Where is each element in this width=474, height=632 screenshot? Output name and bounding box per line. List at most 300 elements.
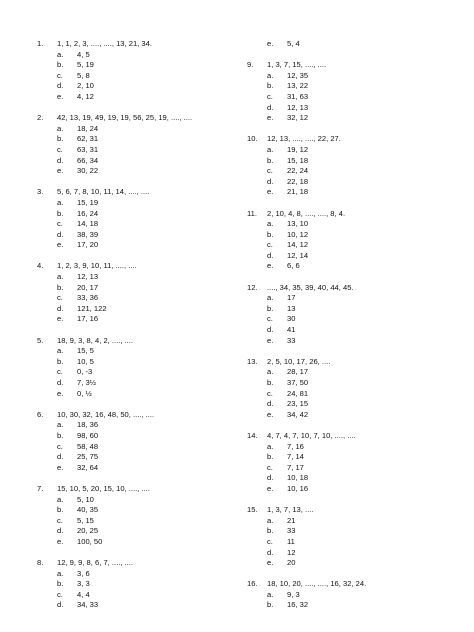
answer-option (247, 293, 447, 304)
answer-option (247, 378, 447, 389)
answer-option (247, 177, 447, 188)
right-column (247, 39, 447, 611)
option-text: 12, 13 (287, 102, 309, 112)
option-letter: a. (267, 441, 274, 451)
option-text: 7, 17 (287, 462, 304, 472)
option-letter: a. (57, 346, 64, 356)
question-number: 1. (37, 39, 44, 48)
option-text: 31, 63 (287, 91, 309, 101)
option-text: 7, 3½ (77, 378, 96, 387)
answer-option (247, 304, 447, 315)
option-text: 16, 32 (287, 600, 309, 610)
question-number: 8. (37, 558, 44, 568)
question-text: 15, 10, 5, 20, 15, 10, ...., .... (57, 483, 150, 493)
option-letter: a. (267, 515, 274, 525)
option-letter: b. (57, 356, 64, 366)
option-letter: c. (57, 589, 63, 599)
answer-option (37, 367, 237, 378)
answer-option (247, 516, 447, 527)
answer-option (247, 314, 447, 325)
option-text: 33, 36 (77, 293, 99, 303)
option-text: 12, 14 (287, 250, 309, 260)
option-text: 9, 3 (287, 589, 300, 599)
option-text: 34, 42 (287, 409, 309, 419)
answer-option (247, 219, 447, 230)
option-text: 14, 18 (77, 219, 99, 229)
question-text: 2, 10, 4, 8, ...., ...., 8, 4. (267, 208, 346, 218)
question-line (247, 431, 447, 442)
question-number: 12. (247, 282, 258, 292)
option-letter: c. (57, 441, 63, 451)
option-letter: a. (267, 367, 274, 377)
answer-option (37, 304, 237, 315)
answer-option (247, 261, 447, 272)
answer-option (37, 198, 237, 209)
option-text: 16, 24 (77, 208, 99, 218)
option-text: 12, 13 (77, 272, 99, 282)
option-letter: c. (267, 462, 273, 472)
option-letter: e. (57, 314, 64, 324)
question-line (247, 505, 447, 516)
option-text: 41 (287, 325, 296, 335)
question-block (247, 283, 447, 347)
question-block (247, 134, 447, 198)
answer-option (247, 473, 447, 484)
option-letter: e. (57, 462, 64, 472)
answer-option (37, 526, 237, 537)
option-text: 7, 16 (287, 441, 304, 451)
option-letter: a. (57, 420, 64, 430)
option-letter: e. (57, 536, 64, 546)
answer-option (247, 452, 447, 463)
option-letter: a. (267, 144, 274, 154)
option-letter: a. (57, 123, 64, 133)
answer-option (247, 526, 447, 537)
answer-option (247, 558, 447, 569)
option-text: 58, 48 (77, 441, 99, 451)
answer-option (37, 569, 237, 580)
question-line (37, 261, 237, 272)
answer-option (37, 283, 237, 294)
answer-option (37, 124, 237, 135)
answer-option (37, 590, 237, 601)
spacer (247, 124, 447, 135)
answer-option (247, 590, 447, 601)
answer-option (37, 516, 237, 527)
answer-option (247, 410, 447, 421)
question-text: 1, 1, 2, 3, ...., ...., 13, 21, 34. (57, 39, 152, 48)
question-text: 1, 3, 7, 13, .... (267, 505, 314, 515)
option-text: 121, 122 (77, 303, 107, 313)
question-line (37, 187, 237, 198)
question-number: 9. (247, 60, 254, 70)
option-text: 25, 75 (77, 452, 99, 462)
question-block (247, 431, 447, 495)
option-text: 28, 17 (287, 367, 309, 377)
option-text: 24, 81 (287, 388, 309, 398)
option-letter: a. (57, 272, 64, 282)
question-number: 16. (247, 579, 258, 589)
question-text: 18, 9, 3, 8, 4, 2, ...., .... (57, 335, 133, 345)
answer-option (37, 71, 237, 82)
option-text: 17, 16 (77, 314, 99, 324)
question-text: 12, 13, ...., ...., 22, 27. (267, 134, 341, 144)
question-block (37, 187, 237, 251)
question-block (247, 209, 447, 273)
option-letter: e. (57, 166, 64, 176)
answer-option (247, 145, 447, 156)
option-letter: c. (267, 536, 273, 546)
option-text: 5, 8 (77, 70, 90, 80)
option-letter: a. (57, 494, 64, 504)
option-text: 11 (287, 536, 295, 546)
answer-option (37, 495, 237, 506)
option-text: 12 (287, 547, 296, 557)
question-line (37, 336, 237, 347)
option-text: 21 (287, 515, 296, 525)
option-letter: c. (267, 314, 273, 324)
option-letter: c. (57, 367, 63, 377)
option-text: 3, 6 (77, 568, 90, 578)
option-text: 0, -3 (77, 367, 93, 377)
spacer (247, 272, 447, 283)
option-letter: b. (57, 208, 64, 218)
option-letter: b. (57, 430, 64, 440)
question-block (247, 579, 447, 611)
question-line (37, 113, 237, 124)
answer-option (247, 442, 447, 453)
option-text: 23, 15 (287, 399, 309, 409)
option-letter: d. (57, 229, 64, 239)
answer-option (247, 71, 447, 82)
option-letter: d. (57, 155, 64, 165)
option-letter: b. (267, 229, 274, 239)
question-number: 6. (37, 409, 44, 419)
option-text: 32, 64 (77, 462, 99, 472)
option-text: 38, 39 (77, 229, 99, 239)
option-text: 17, 20 (77, 240, 99, 250)
question-text: 10, 30, 32, 16, 48, 50, ...., .... (57, 409, 155, 419)
option-text: 13, 10 (287, 219, 309, 229)
answer-option (37, 463, 237, 474)
answer-option (37, 230, 237, 241)
option-letter: a. (267, 70, 274, 80)
answer-option (37, 378, 237, 389)
answer-option (247, 113, 447, 124)
answer-option (247, 39, 447, 50)
question-text: 2, 5, 10, 17, 26, .... (267, 356, 331, 366)
option-letter: b. (57, 579, 64, 589)
answer-option (247, 166, 447, 177)
option-letter: b. (57, 282, 64, 292)
answer-option (247, 187, 447, 198)
spacer (247, 346, 447, 357)
option-letter: d. (267, 399, 274, 409)
option-letter: e. (267, 187, 274, 197)
question-block (247, 357, 447, 421)
option-text: 20, 17 (77, 282, 99, 292)
option-letter: c. (57, 144, 63, 154)
option-letter: e. (267, 261, 274, 271)
option-letter: c. (267, 91, 273, 101)
answer-option (37, 145, 237, 156)
question-block (247, 505, 447, 569)
option-text: 32, 12 (287, 113, 309, 123)
answer-option (37, 452, 237, 463)
option-text: 4, 4 (77, 589, 90, 599)
option-text: 22, 18 (287, 176, 309, 186)
question-line (37, 484, 237, 495)
question-line (247, 134, 447, 145)
spacer (37, 177, 237, 188)
option-letter: e. (57, 388, 64, 398)
option-letter: b. (267, 526, 274, 536)
answer-option (247, 463, 447, 474)
option-letter: d. (267, 325, 274, 335)
option-letter: e. (57, 240, 64, 250)
answer-option (247, 103, 447, 114)
spacer (37, 399, 237, 410)
answer-option (247, 336, 447, 347)
option-letter: d. (267, 176, 274, 186)
option-letter: d. (57, 378, 64, 387)
question-number: 3. (37, 187, 44, 197)
option-letter: c. (57, 515, 63, 525)
option-letter: d. (267, 102, 274, 112)
option-text: 20, 25 (77, 526, 99, 536)
option-letter: d. (57, 526, 64, 536)
answer-option (37, 346, 237, 357)
question-number: 10. (247, 134, 258, 144)
option-text: 66, 34 (77, 155, 99, 165)
option-letter: d. (267, 250, 274, 260)
answer-option (37, 134, 237, 145)
question-number: 13. (247, 356, 258, 366)
option-text: 37, 50 (287, 378, 309, 387)
spacer (37, 103, 237, 114)
answer-option (247, 92, 447, 103)
answer-option (37, 579, 237, 590)
option-letter: d. (57, 600, 64, 610)
answer-option (37, 60, 237, 71)
option-letter: a. (57, 197, 64, 207)
option-letter: e. (57, 91, 64, 101)
answer-option (247, 367, 447, 378)
option-letter: b. (57, 505, 64, 515)
question-block (37, 558, 237, 611)
option-text: 33 (287, 335, 296, 345)
option-letter: c. (57, 219, 63, 229)
option-text: 30, 22 (77, 166, 99, 176)
option-text: 21, 18 (287, 187, 309, 197)
question-number: 5. (37, 335, 44, 345)
spacer (247, 495, 447, 506)
answer-option (247, 600, 447, 611)
question-text: 12, 9, 9, 8, 6, 7, ...., .... (57, 558, 133, 568)
option-text: 0, ½ (77, 388, 92, 398)
question-line (37, 410, 237, 421)
question-line (247, 60, 447, 71)
option-text: 18, 24 (77, 123, 99, 133)
question-block (37, 336, 237, 400)
question-number: 2. (37, 113, 44, 123)
answer-option (37, 389, 237, 400)
option-letter: e. (267, 558, 274, 568)
option-text: 18, 36 (77, 420, 99, 430)
option-text: 12, 35 (287, 70, 309, 80)
answer-option (37, 92, 237, 103)
answer-option (37, 293, 237, 304)
option-letter: e. (267, 113, 274, 123)
answer-option (247, 81, 447, 92)
option-text: 4, 5 (77, 49, 90, 59)
option-text: 19, 12 (287, 144, 309, 154)
option-text: 20 (287, 558, 296, 568)
answer-option (37, 156, 237, 167)
option-text: 2, 10 (77, 81, 94, 91)
question-line (247, 357, 447, 368)
option-letter: c. (267, 388, 273, 398)
option-text: 14, 12 (287, 240, 309, 250)
spacer (247, 420, 447, 431)
question-line (247, 579, 447, 590)
option-letter: b. (57, 60, 64, 70)
option-letter: c. (57, 293, 63, 303)
option-letter: b. (267, 155, 274, 165)
answer-option (37, 50, 237, 61)
option-letter: c. (57, 70, 63, 80)
question-block (37, 113, 237, 177)
option-text: 30 (287, 314, 296, 324)
answer-option (247, 389, 447, 400)
option-text: 100, 50 (77, 536, 103, 546)
option-text: 15, 18 (287, 155, 309, 165)
option-letter: d. (57, 303, 64, 313)
answer-option (37, 240, 237, 251)
question-number: 14. (247, 430, 258, 440)
option-letter: d. (267, 473, 274, 483)
answer-option (37, 314, 237, 325)
question-number: 4. (37, 261, 44, 271)
answer-option (37, 442, 237, 453)
question-line (37, 39, 237, 50)
option-text: 13, 22 (287, 81, 309, 91)
spacer (37, 473, 237, 484)
option-text: 10, 5 (77, 356, 94, 366)
answer-option (247, 240, 447, 251)
question-text: 42, 13, 19, 49, 19, 19, 56, 25, 19, ...., .... (57, 113, 193, 123)
option-text: 10, 12 (287, 229, 309, 239)
option-letter: a. (57, 568, 64, 578)
spacer (37, 251, 237, 262)
option-text: 5, 10 (77, 494, 94, 504)
option-letter: d. (57, 452, 64, 462)
option-text: 63, 31 (77, 144, 99, 154)
option-text: 5, 19 (77, 60, 94, 70)
option-letter: b. (57, 134, 64, 144)
option-text: 62, 31 (77, 134, 99, 144)
spacer (247, 569, 447, 580)
option-letter: a. (267, 293, 274, 303)
option-letter: a. (57, 49, 64, 59)
question-block (37, 410, 237, 474)
spacer (247, 50, 447, 61)
option-text: 40, 35 (77, 505, 99, 515)
question-block (247, 60, 447, 124)
option-letter: c. (267, 240, 273, 250)
answer-option (37, 600, 237, 611)
answer-option (37, 431, 237, 442)
option-text: 98, 60 (77, 430, 99, 440)
spacer (247, 198, 447, 209)
spacer (37, 548, 237, 559)
question-line (247, 209, 447, 220)
answer-option (247, 399, 447, 410)
answer-option (247, 251, 447, 262)
option-letter: b. (267, 81, 274, 91)
option-letter: b. (267, 452, 274, 462)
question-block (37, 261, 237, 325)
question-block (37, 484, 237, 548)
option-letter: b. (267, 303, 274, 313)
answer-option (247, 484, 447, 495)
option-letter: b. (267, 600, 274, 610)
option-text: 13 (287, 303, 296, 313)
question-line (247, 283, 447, 294)
option-text: 17 (287, 293, 296, 303)
option-text: 5, 4 (287, 39, 300, 48)
question-text: 4, 7, 4, 7, 10, 7, 10, ...., .... (267, 430, 356, 440)
option-text: 33 (287, 526, 296, 536)
option-text: 15, 19 (77, 197, 99, 207)
question-text: ...., 34, 35, 39, 40, 44, 45. (267, 282, 354, 292)
option-letter: a. (267, 589, 274, 599)
option-text: 5, 15 (77, 515, 94, 525)
option-text: 10, 16 (287, 483, 309, 493)
option-letter: d. (267, 547, 274, 557)
option-text: 22, 24 (287, 166, 309, 176)
option-letter: e. (267, 483, 274, 493)
answer-option (247, 548, 447, 559)
option-letter: a. (267, 219, 274, 229)
option-text: 34, 33 (77, 600, 99, 610)
option-text: 7, 14 (287, 452, 304, 462)
answer-option (37, 505, 237, 516)
answer-option (37, 166, 237, 177)
option-letter: d. (57, 81, 64, 91)
question-line (37, 558, 237, 569)
left-column (37, 39, 237, 611)
answer-option (37, 272, 237, 283)
option-text: 10, 18 (287, 473, 309, 483)
option-text: 3, 3 (77, 579, 90, 589)
question-number: 15. (247, 505, 258, 515)
answer-option (37, 357, 237, 368)
question-block (37, 39, 237, 103)
option-text: 6, 6 (287, 261, 300, 271)
answer-option (247, 325, 447, 336)
option-letter: c. (267, 166, 273, 176)
question-text: 1, 3, 7, 15, ...., .... (267, 60, 327, 70)
answer-option (247, 156, 447, 167)
question-number: 7. (37, 483, 44, 493)
option-letter: e. (267, 409, 274, 419)
answer-option (247, 537, 447, 548)
answer-option (37, 209, 237, 220)
question-text: 1, 2, 3, 9, 10, 11, ...., .... (57, 261, 137, 271)
question-text: 18, 10, 20, ...., ...., 16, 32, 24. (267, 579, 367, 589)
option-letter: e. (267, 39, 274, 48)
